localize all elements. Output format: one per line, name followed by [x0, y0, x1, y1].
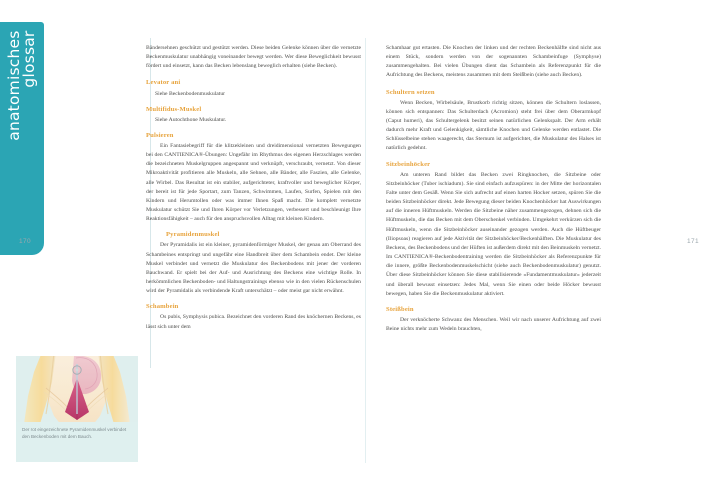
- glossary-term-pyramidenmuskel: Pyramidenmuskel: [166, 231, 220, 239]
- glossary-def-schambein: Os pubis, Symphysis pubica. Bezeichnet den vorderen Rand des knöchernen Beckens, es lässt sich unter dem: [146, 314, 361, 330]
- glossary-term-levator-ani: Levator ani: [146, 79, 181, 87]
- torso-anatomy-illustration: [16, 356, 138, 422]
- left-continued-paragraph: Bändersehnen geschützt und gestützt werden. Diese beiden Gelenke können über die vernetzte Beckenmuskulatur unabhängig voneinander bewegt werden. Wer diese Beweglichkeit bewusst fördert und einsetzt, kann das Becken lebenslang beweglich erhalten (siehe Becken).: [146, 45, 361, 70]
- glossary-def-sitzbeinhoecker: Am unteren Rand bildet das Becken zwei Ringknochen, die Sitzbeine oder Sitzbeinhöcker (Tuber ischiadum). Sie sind einfach aufzuspüren: in der Mitte der horizontalen Falte unter dem Gesäß. Wenn Sie sich aufrecht auf einen harten Hocker setzen, spüren Sie die beiden Sitzbeinhöcker direkt. Jede Bewegung dieser beiden Knochenhöcker hat Auswirkungen auf die inneren Hüftmuskeln. Werden die Sitzbeine näher zusammengezogen, dehnen sich die Hüftmuskeln, die das Becken mit dem Oberschenkel verbinden. Umgekehrt verkürzen sich die Hüftmuskeln, wenn die Sitzbeinhöcker auseinander gezogen werden. Auch die Hüftbeuger (Iliopsoas) reagieren auf jede Aktivität der Sitzbeinhöcker/Beckenhälften. Die Muskulatur des Beckens, des Beckenbodens und der Hüften ist außerdem direkt mit den Beinmuskeln vernetzt. Im CANTIENICA®-Beckenbodentraining werden die Sitzbeinhöcker als Referenzpunkte für die innere, größte Beckenbodenmuskelschicht (siehe auch Beckenbodenmuskulatur) genutzt. Über diese Sitzbeinhöcker können Sie diese stabilisierende «Fundamentmuskulatur» jederzeit und überall bewusst einsetzen: Jedes Mal, wenn Sie einen oder beide Höcker bewusst bewegen, haben Sie die Beckenmuskulatur aktiviert.: [386, 171, 601, 297]
- page-number-left: 170: [19, 238, 32, 245]
- figure-caption: Der rot eingezeichnete Pyramidenmuskel verbindet den Beckenboden mit dem Bauch.: [22, 427, 127, 440]
- right-continued-paragraph: Schamhaar gut ertasten. Die Knochen der linken und der rechten Beckenhälfte sind nicht aus einem Stück, sondern werden von der sogenannten Schambeinfuge (Symphyse) zusammengehalten. Bei vielen Übungen dient das Schambein als Referenzpunkt für die Aufrichtung des Beckens, meistens zusammen mit dem Steißbein (siehe auch Becken).: [386, 45, 601, 79]
- page-number-right: 171: [687, 238, 700, 245]
- glossary-def-schultern-setzen: Wenn Becken, Wirbelsäule, Brustkorb richtig sitzen, können die Schultern loslassen, können sich entspannen: Das Schulterdach (Acromion) steht frei über dem Oberarmkopf (Caput humeri), das Schultergelenk besitzt seinen natürlichen Gelenkspalt. Der Arm erhält dadurch mehr Kraft und Gelenkigkeit, sämtliche Knochen und Gelenke werden entlastet. Die Schlüsselbeine stehen waagerecht, das Sternum ist aufgerichtet, die Muskulatur des Halses ist natürlich gedehnt.: [386, 99, 601, 152]
- glossary-term-sitzbeinhoecker: Sitzbeinhöcker: [386, 160, 431, 168]
- glossary-term-multifidus-muskel: Multifidus-Muskel: [146, 105, 202, 113]
- left-page-text-column: [146, 44, 361, 332]
- section-tab-line-2: glossar: [19, 30, 38, 88]
- glossary-def-pulsieren: Ein Fantasiebegriff für die klitzekleinen und dreidimensional vernetzten Bewegungen bei den CANTIENICA®-Übungen: Ungefähr im Rhythmus des eigenen Herzschlages werden die bezeichneten Muskelgruppen angespannt und verknüpft, verschraubt, vernetzt. Von dieser Mikroaktivität profitieren alle Muskeln, alle Sehnen, alle Bänder, alle Faszien, alle Gelenke, alle Wirbel. Das Resultat ist ein stabiler, aufgerichteter, kraftvoller und beweglicher Körper, der bereit ist für jede Sportart, zum Tanzen, Schwimmen, Laufen, Surfen, Spielen mit den Kindern und Herumtollen oder was immer Ihnen Spaß macht. Die komplett vernetzte Muskulatur schützt Sie und Ihren Körper vor Verletzungen, verbessert und beschleunigt Ihre Reaktionsfähigkeit – auch für den anspruchsvollen Alltag mit kleinen Kindern.: [146, 142, 361, 223]
- section-tab-anatomisches-glossar: [0, 22, 44, 255]
- page-edge-spacer: [0, 356, 16, 462]
- glossary-def-steissbein: Der verknöcherte Schwanz des Menschen. Weil wir nach unserer Aufrichtung auf zwei Beine nichts mehr zum Wedeln brauchten,: [386, 316, 601, 333]
- glossary-def-levator-ani: Siehe Beckenbodenmuskulatur: [155, 90, 226, 97]
- glossary-def-multifidus-muskel: Siehe Autochthone Muskulatur.: [155, 116, 227, 123]
- glossary-term-steissbein: Steißbein: [386, 305, 414, 313]
- section-tab-label: [7, 22, 37, 255]
- glossary-term-schambein: Schambein: [146, 303, 179, 311]
- right-page-text-column: [386, 44, 601, 334]
- section-tab-line-1: anatomisches: [5, 30, 23, 141]
- glossary-term-schultern-setzen: Schultern setzen: [386, 88, 435, 96]
- glossary-term-pulsieren: Pulsieren: [146, 131, 174, 139]
- center-gutter-rule: [365, 38, 366, 463]
- figure-pyramidenmuskel: [16, 356, 138, 462]
- glossary-def-pyramidenmuskel: Der Pyramidalis ist ein kleiner, pyramidenförmiger Muskel, der genau am Oberrand des Schambeines entspringt und ungefähr eine Handbreit über dem Schambein endet. Der kleine Muskel verbindet und vernetzt die Muskulatur des Beckenbodens mit jener der vorderen Bauchwand. Er spielt bei der Auf- und Ausrichtung des Beckens eine wichtige Rolle. In herkömmlichen Beckenboden- und Haltungstrainings ebenso wie in den vielen Rückenschulen wird der Pyramidalis als verbindende Kraft unterschätzt – oder meist gar nicht erwähnt.: [146, 242, 361, 295]
